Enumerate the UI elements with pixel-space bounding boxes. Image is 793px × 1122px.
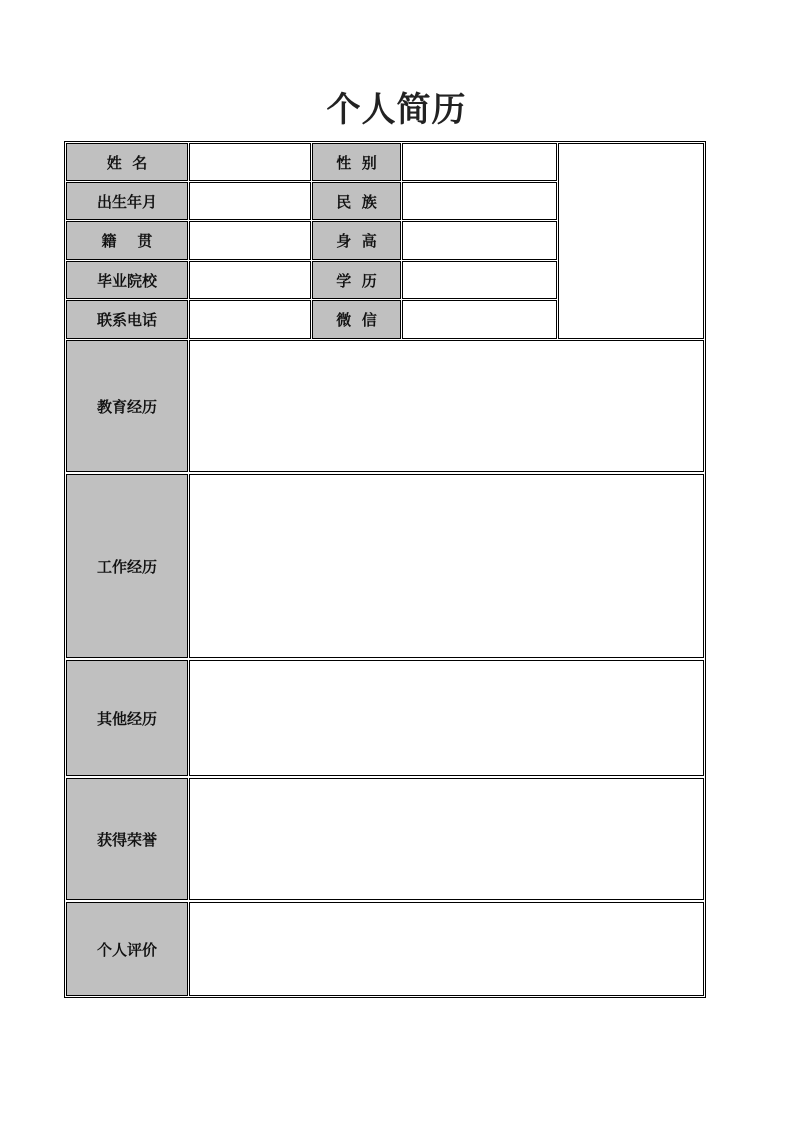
page-title: 个人简历 (326, 90, 467, 130)
label-self-evaluation-text: 个人评价 (96, 940, 157, 959)
label-phone-text: 联系电话 (96, 311, 157, 329)
label-native-place (66, 221, 188, 260)
work-history-field[interactable] (189, 474, 704, 658)
label-honors (66, 778, 188, 900)
label-height (312, 221, 401, 260)
phone-field[interactable] (189, 300, 311, 339)
height-field[interactable] (402, 221, 557, 260)
native-place-field[interactable] (189, 221, 311, 260)
honors-field[interactable] (189, 778, 704, 900)
label-height-text: 身 高 (336, 232, 377, 250)
label-wechat-text: 微 信 (336, 311, 377, 329)
label-wechat (312, 300, 401, 339)
label-birth-date (66, 182, 188, 220)
other-experience-field[interactable] (189, 660, 704, 776)
label-native-place-text: 籍 贯 (101, 232, 153, 250)
label-work-history (66, 474, 188, 658)
label-ethnicity (312, 182, 401, 220)
self-evaluation-field[interactable] (189, 902, 704, 996)
label-name-text: 姓 名 (106, 153, 148, 172)
label-phone (66, 300, 188, 339)
label-self-evaluation (66, 902, 188, 996)
label-school (66, 261, 188, 299)
label-education-history-text: 教育经历 (96, 397, 157, 416)
label-birth-date-text: 出生年月 (96, 192, 157, 211)
name-field[interactable] (189, 143, 311, 181)
label-ethnicity-text: 民 族 (336, 192, 377, 211)
label-education-level (312, 261, 401, 299)
label-work-history-text: 工作经历 (96, 557, 157, 576)
education-level-field[interactable] (402, 261, 557, 299)
label-education-history (66, 340, 188, 472)
birth-date-field[interactable] (189, 182, 311, 220)
photo-area[interactable] (558, 143, 704, 339)
label-honors-text: 获得荣誉 (96, 830, 157, 849)
label-school-text: 毕业院校 (96, 271, 157, 290)
label-gender-text: 性 别 (336, 153, 377, 172)
wechat-field[interactable] (402, 300, 557, 339)
gender-field[interactable] (402, 143, 557, 181)
label-education-level-text: 学 历 (336, 271, 377, 290)
label-other-experience-text: 其他经历 (96, 709, 157, 728)
label-gender (312, 143, 401, 181)
label-name (66, 143, 188, 181)
ethnicity-field[interactable] (402, 182, 557, 220)
education-history-field[interactable] (189, 340, 704, 472)
school-field[interactable] (189, 261, 311, 299)
label-other-experience (66, 660, 188, 776)
